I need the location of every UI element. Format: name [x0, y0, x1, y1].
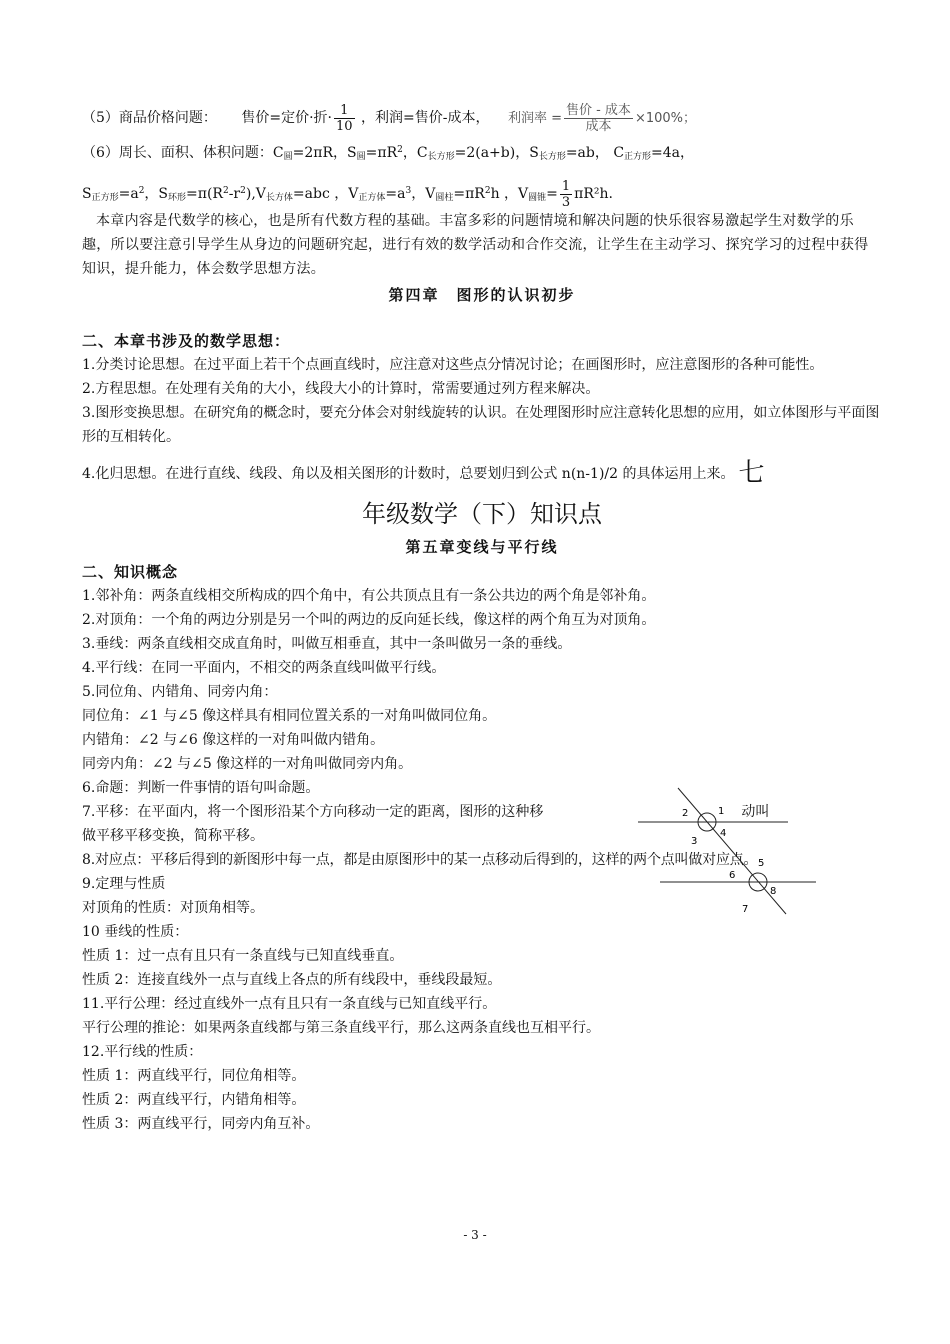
- profit-formula: ，利润=售价-成本，: [361, 110, 490, 126]
- concept-line-3: 3.垂线：两条直线相交成直角时，叫做互相垂直，其中一条叫做另一条的垂线。: [82, 636, 572, 652]
- chapter4-item-3: 3.图形变换思想。在研究角的概念时，要充分体会对射线旋转的认识。在处理图形时应注意转化思想的应用，如立体图形与平面图形的互相转化。: [82, 405, 880, 445]
- chapter5-title: 第五章变线与平行线: [405, 538, 559, 556]
- intro-paragraph: 本章内容是代数学的核心，也是所有代数方程的基础。丰富多彩的问题情境和解决问题的快乐很容易激起学生对数学的乐趣，所以要注意引导学生从身边的问题研究起，进行有效的数学活动和合作交流，让学生在主动学习、探究学习的过程中获得知识，提升能力，体会数学思想方法。: [82, 213, 869, 277]
- angle-label-8: 8: [770, 886, 777, 897]
- document-page: [82, 100, 882, 1136]
- cone-tail: πR²h.: [574, 186, 613, 202]
- concept-line-5: 5.同位角、内错角、同旁内角：: [82, 684, 278, 700]
- concept-line-b4: 10 垂线的性质：: [82, 924, 189, 940]
- angle-label-5: 5: [758, 858, 765, 869]
- chapter4-section-heading: 二、本章书涉及的数学思想：: [82, 332, 291, 350]
- rate-fraction: [564, 103, 633, 134]
- concept-line-b10: 性质 1：两直线平行，同位角相等。: [82, 1068, 306, 1084]
- concept-line-b1: 8.对应点：平移后得到的新图形中每一点，都是由原图形中的某一点移动后得到的，这样的两个点叫做对应点。: [82, 852, 758, 868]
- grade-big-char: 七: [738, 458, 765, 488]
- concept-line-b12: 性质 3：两直线平行，同旁内角互补。: [82, 1116, 320, 1132]
- angle-label-7: 7: [742, 904, 749, 915]
- angle-label-4: 4: [720, 828, 727, 839]
- parallel-lines-figure: [638, 786, 818, 916]
- concept-line-b11: 性质 2：两直线平行，内错角相等。: [82, 1092, 306, 1108]
- price-fraction: [334, 103, 355, 134]
- concept-line-b8: 平行公理的推论：如果两条直线都与第三条直线平行，那么这两条直线也互相平行。: [82, 1020, 600, 1036]
- concept-line-b6: 性质 2：连接直线外一点与直线上各点的所有线段中，垂线段最短。: [82, 972, 502, 988]
- page-number: - 3 -: [463, 1228, 487, 1242]
- concept-line-1: 1.邻补角：两条直线相交所构成的四个角中，有公共顶点且有一条公共边的两个角是邻补角。: [82, 588, 656, 604]
- price-label: （5）商品价格问题：: [82, 110, 217, 126]
- grade-title: 年级数学（下）知识点: [362, 500, 602, 528]
- translation-line-2: 做平移平移变换，简称平移。: [82, 828, 264, 844]
- price-frac-num: 1: [334, 103, 355, 119]
- concept-line-6: 同位角：∠1 与∠5 像这样具有相同位置关系的一对角叫做同位角。: [82, 708, 497, 724]
- geometry-formula-line-1: （6）周长、面积、体积问题：$C_圆=2\pi R$，$S_圆=\pi R^2$，$C_{长方形}=2(a+b)$，$S_{长方形}=ab$， $C_{正方形}=4a$，: [82, 145, 695, 162]
- rate-label: 利润率 =: [507, 111, 562, 126]
- concept-line-8: 同旁内角：∠2 与∠5 像这样的一对角叫做同旁内角。: [82, 756, 413, 772]
- concept-line-b2: 9.定理与性质: [82, 876, 166, 892]
- chapter4-item-4-line: [82, 457, 882, 490]
- translation-part-2: 动叫: [741, 804, 770, 820]
- angle-label-1: 1: [718, 806, 725, 817]
- angle-label-6: 6: [729, 870, 736, 881]
- concept-line-4: 4.平行线：在同一平面内，不相交的两条直线叫做平行线。: [82, 660, 446, 676]
- cone-fraction: [560, 179, 572, 210]
- price-formula: 售价=定价·折·: [241, 110, 333, 126]
- angle-label-2: 2: [682, 808, 689, 819]
- chapter4-item-1: 1.分类讨论思想。在过平面上若干个点画直线时，应注意对这些点分情况讨论；在画图形时，应注意图形的各种可能性。: [82, 357, 824, 373]
- chapter5-section-heading: 二、知识概念: [82, 563, 179, 581]
- price-formula-line: [82, 100, 882, 136]
- rate-frac-den: 成本: [585, 118, 612, 134]
- rate-frac-num: 售价 - 成本: [565, 102, 631, 118]
- angle-label-3: 3: [691, 836, 698, 847]
- chapter4-item-2: 2.方程思想。在处理有关角的大小，线段大小的计算时，常需要通过列方程来解决。: [82, 381, 600, 397]
- geometry-formula-line-2: $S_{正方形}=a^2$，$S_{环形}=\pi(R^2-r^2),V_{长方体}=abc$ ，$V_{正方体}=a^3$，$V_{圆柱}=\pi R^2h$ ，$V_{圆锥}=$ $\frac{1}{3}$ πR²h.: [82, 178, 613, 210]
- rate-tail: ×100%；: [634, 111, 696, 126]
- cone-frac-num: 1: [561, 178, 571, 194]
- concept-line-b7: 11.平行公理：经过直线外一点有且只有一条直线与已知直线平行。: [82, 996, 497, 1012]
- concept-line-7: 内错角：∠2 与∠6 像这样的一对角叫做内错角。: [82, 732, 385, 748]
- concept-line-b9: 12.平行线的性质：: [82, 1044, 203, 1060]
- price-frac-den: 10: [336, 118, 353, 134]
- concept-line-b5: 性质 1：过一点有且只有一条直线与已知直线垂直。: [82, 948, 404, 964]
- concept-line-b3: 对顶角的性质：对顶角相等。: [82, 900, 264, 916]
- chapter4-item-4: 4.化归思想。在进行直线、线段、角以及相关图形的计数时，总要划归到公式 n(n-1)/2 的具体运用上来。: [82, 466, 735, 482]
- chapter4-title: 第四章 图形的认识初步: [388, 286, 576, 304]
- cone-frac-den: 3: [561, 194, 571, 210]
- concept-line-2: 2.对顶角：一个角的两边分别是另一个叫的两边的反向延长线，像这样的两个角互为对顶角。: [82, 612, 656, 628]
- geometry-label: （6）周长、面积、体积问题：: [82, 145, 273, 161]
- concept-line-9: 6.命题：判断一件事情的语句叫命题。: [82, 780, 320, 796]
- translation-part-1: 7.平移：在平面内，将一个图形沿某个方向移动一定的距离，图形的这种移: [82, 804, 544, 820]
